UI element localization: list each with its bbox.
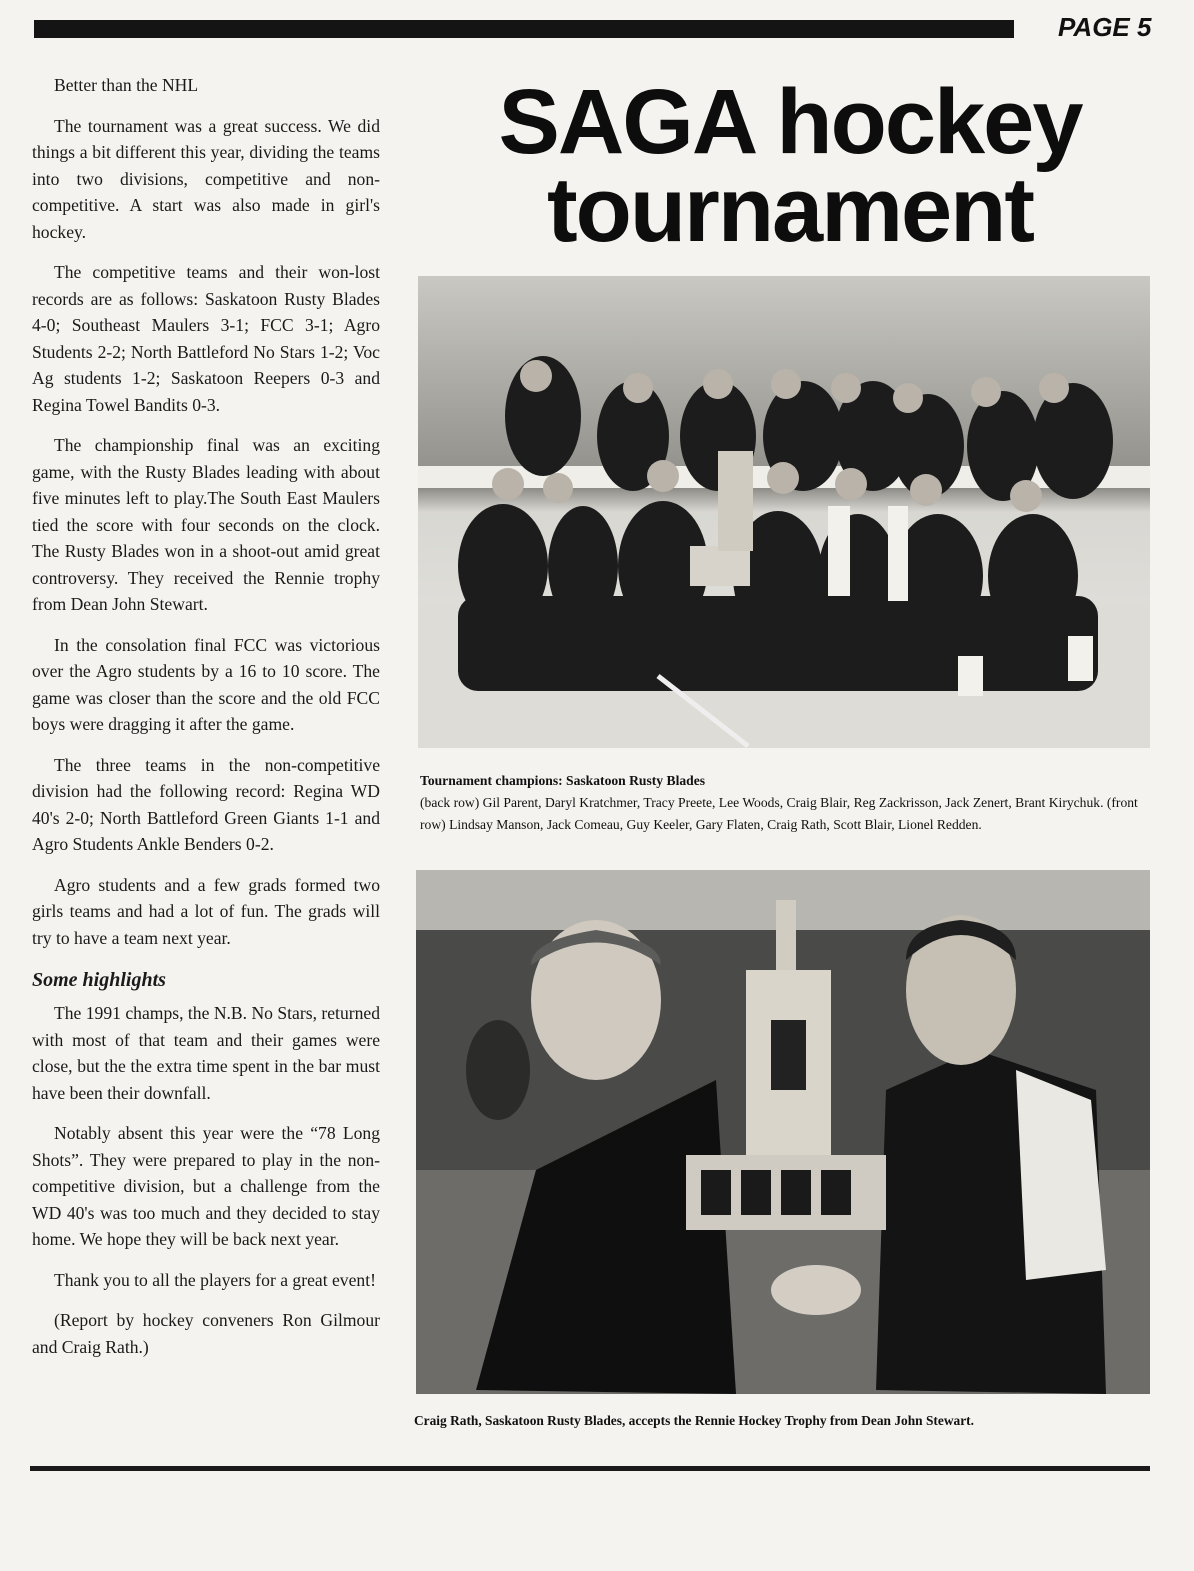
trophy-photo-caption: Craig Rath, Saskatoon Rusty Blades, accepts the Rennie Hockey Trophy from Dean John Stewart. [414,1413,974,1428]
team-photo-caption [420,770,1160,836]
article-subhead: Some highlights [32,969,166,991]
article-paragraph: In the consolation final FCC was victorious over the Agro students by a 16 to 10 score. The game was closer than the score and the old FCC boys were dragging it after the game. [32,634,380,734]
team-caption-body: (back row) Gil Parent, Daryl Kratchmer, Tracy Preete, Lee Woods, Craig Blair, Reg Zackrisson, Jack Zenert, Brant Kirychuk. (front row) Lindsay Manson, Jack Comeau, Guy Keeler, Gary Flaten, Craig Rath, Scott Blair, Lionel Redden. [420,795,1138,832]
article-paragraph: The competitive teams and their won-lost records are as follows: Saskatoon Rusty Blades 4-0; Southeast Maulers 3-1; FCC 3-1; Agro Students 2-2; North Battleford No Stars 1-2; Voc Ag students 1-2; Saskatoon Reepers 0-3 and Regina Towel Bandits 0-3. [32,262,380,415]
article-paragraph: The championship final was an exciting game, with the Rusty Blades leading with about five minutes left to play.The South East Maulers tied the score with four seconds on the clock. The Rusty Blades won in a shoot-out amid great controversy. They received the Rennie trophy from Dean John Stewart. [32,435,380,614]
team-photo [418,276,1150,748]
article-paragraph: The three teams in the non-competitive division had the following record: Regina WD 40's 2-0; North Battleford Green Giants 1-1 and Agro Students Ankle Benders 0-2. [32,754,380,854]
top-rule [34,20,1014,38]
article-kicker: Better than the NHL [54,75,199,95]
article-paragraph: Notably absent this year were the “78 Long Shots”. They were prepared to play in the non-competitive division, but a challenge from the WD 40's was too much and they decided to stay home. We hope they will be back next year. [32,1123,380,1249]
article-paragraph: (Report by hockey conveners Ron Gilmour and Craig Rath.) [32,1310,380,1357]
page-number: PAGE 5 [1058,12,1152,42]
article-paragraph: Thank you to all the players for a great event! [54,1269,376,1290]
article-paragraph: Agro students and a few grads formed two girls teams and had a lot of fun. The grads will try to have a team next year. [32,874,380,948]
team-caption-title: Tournament champions: Saskatoon Rusty Blades [420,773,706,788]
article-paragraph: The 1991 champs, the N.B. No Stars, returned with most of that team and their games were close, but the the extra time spent in the bar must have been their downfall. [32,1003,380,1103]
article-column [32,72,380,1374]
headline-line-2: tournament [547,159,1033,261]
article-paragraph: The tournament was a great success. We did things a bit different this year, dividing the teams into two divisions, competitive and non-competitive. A start was also made in girl's hockey. [32,115,380,242]
trophy-photo [416,870,1150,1394]
bottom-rule [30,1466,1150,1471]
headline-line-1: SAGA hockey [498,71,1082,173]
headline [420,71,1160,261]
